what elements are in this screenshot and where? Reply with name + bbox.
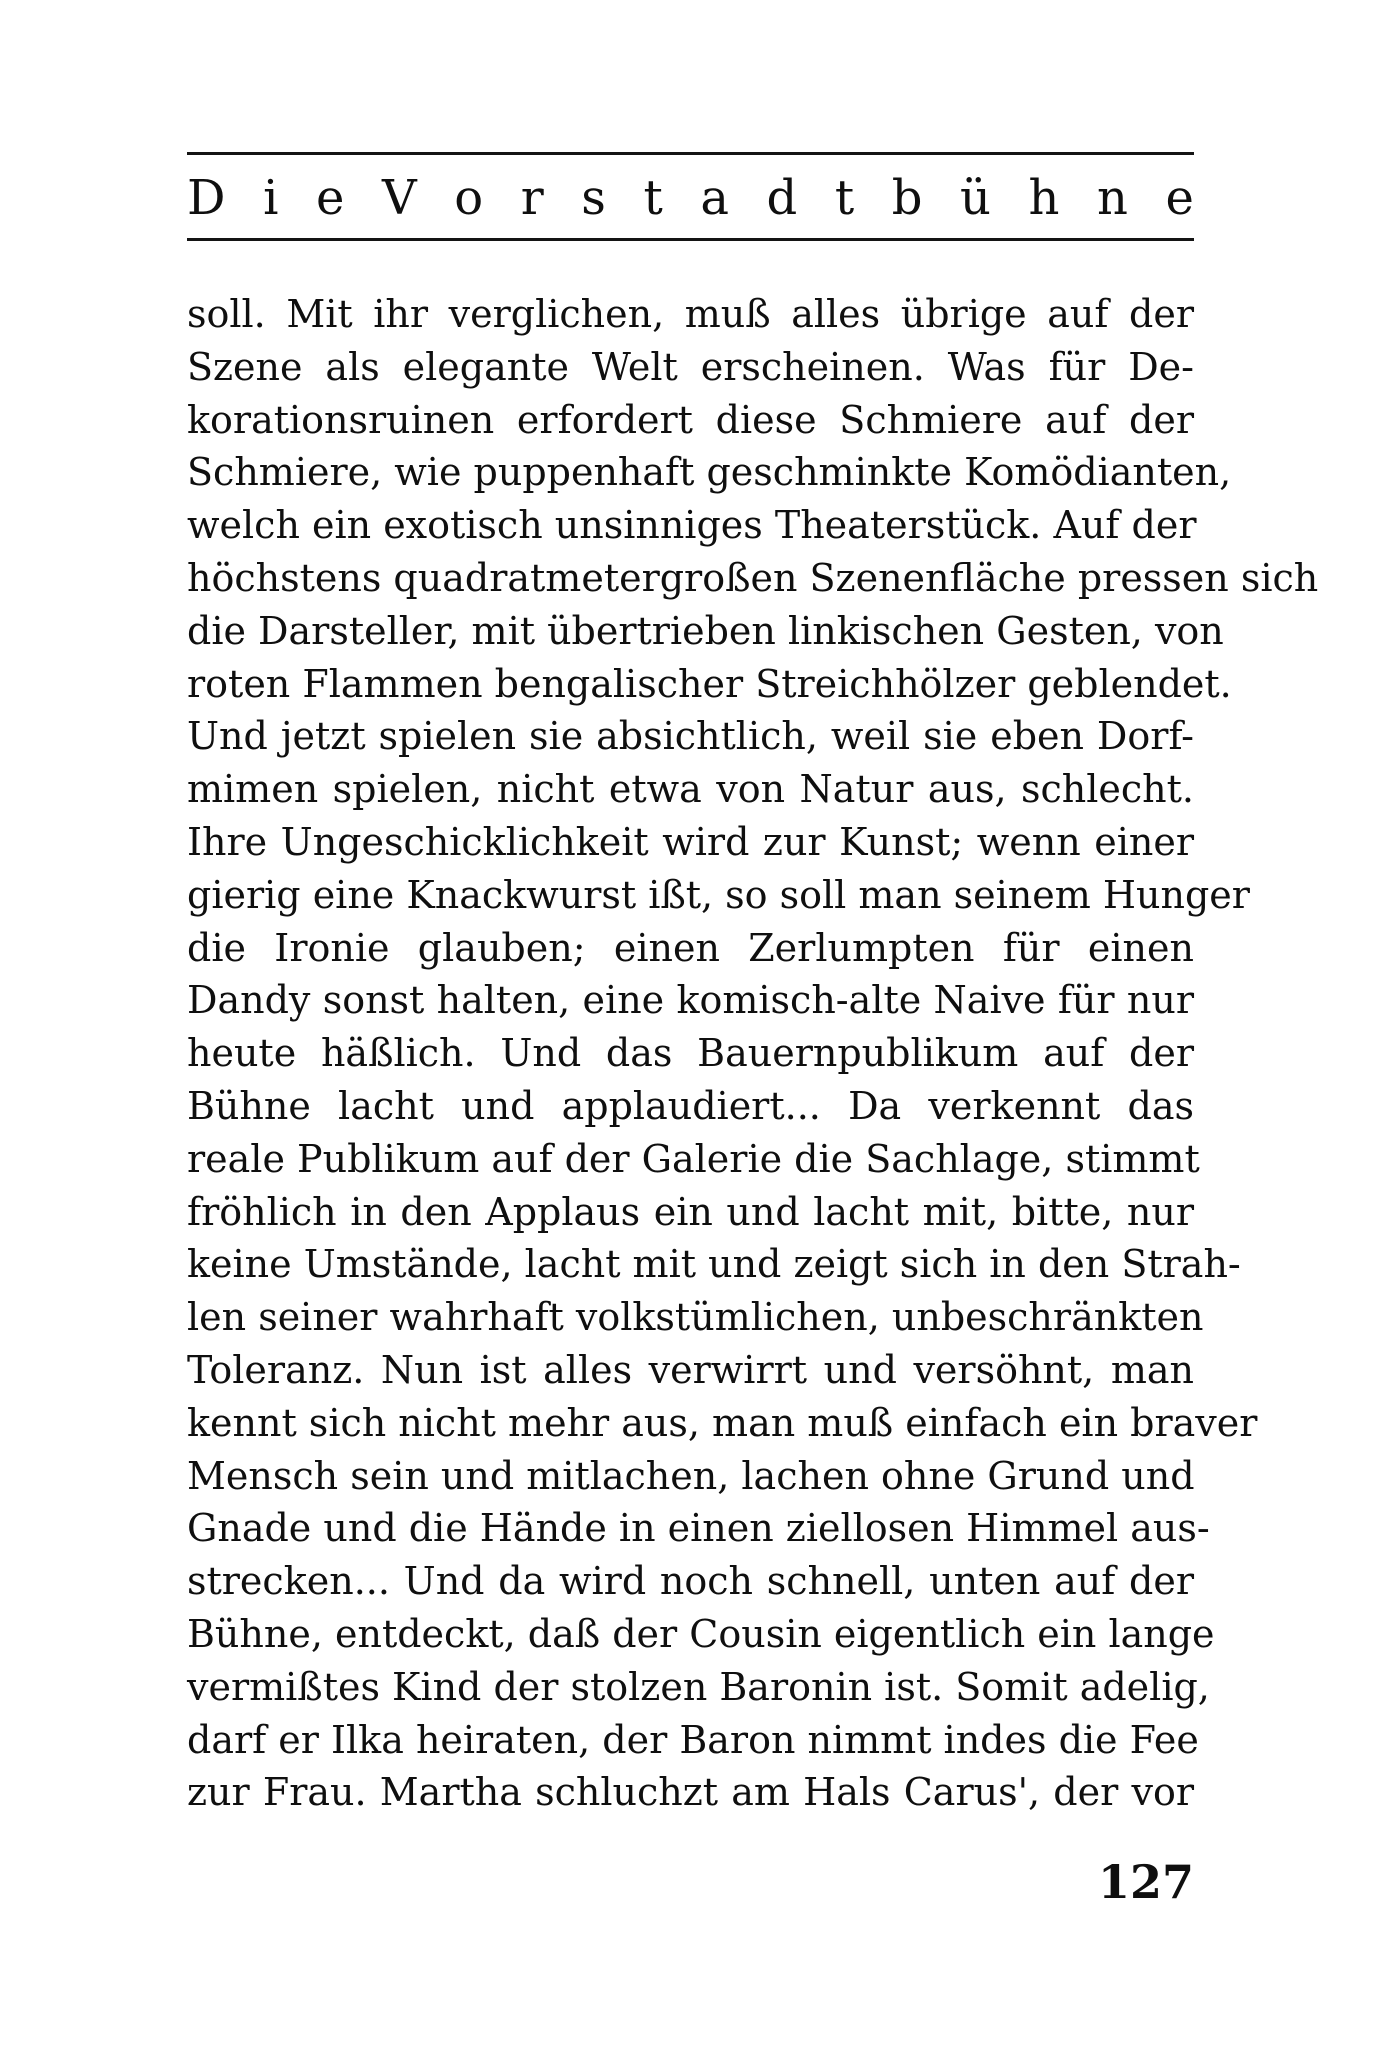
running-head-letter: t [834, 170, 855, 226]
running-head-letter: e [1165, 170, 1194, 226]
text-line: gierig eine Knackwurst ißt, so soll man seinem Hunger [187, 872, 1250, 917]
running-head-letter: o [454, 170, 484, 226]
text-line: Mensch sein und mitlachen, lachen ohne Grund und [187, 1453, 1195, 1498]
text-line: vermißtes Kind der stolzen Baronin ist. Somit adelig, [187, 1664, 1210, 1709]
running-head-letter: s [581, 170, 606, 226]
running-head [187, 168, 1194, 228]
text-line: heute häßlich. Und das Bauernpublikum auf der [187, 1031, 1194, 1076]
text-line: welch ein exotisch unsinniges Theaterstück. Auf der [187, 503, 1197, 548]
text-line: len seiner wahrhaft volkstümlichen, unbeschränkten [187, 1295, 1204, 1340]
running-head-letter: h [1028, 170, 1060, 226]
header-bottom-rule [187, 238, 1194, 241]
running-head-letter: d [766, 170, 798, 226]
text-line: korationsruinen erfordert diese Schmiere auf der [187, 397, 1194, 442]
running-head-letter: e [316, 170, 345, 226]
running-head-letter: ü [960, 170, 991, 226]
top-rule [187, 152, 1194, 155]
body-text [187, 288, 1319, 1819]
text-line: darf er Ilka heiraten, der Baron nimmt indes die Fee [187, 1717, 1199, 1762]
text-line: roten Flammen bengalischer Streichhölzer geblendet. [187, 661, 1232, 706]
text-line: reale Publikum auf der Galerie die Sachlage, stimmt [187, 1136, 1200, 1181]
text-line: die Ironie glauben; einen Zerlumpten für einen [187, 925, 1194, 970]
text-line: Toleranz. Nun ist alles verwirrt und versöhnt, man [187, 1347, 1194, 1392]
running-head-letter: D [187, 170, 226, 226]
text-line: fröhlich in den Applaus ein und lacht mit, bitte, nur [187, 1189, 1194, 1234]
text-line: Bühne lacht und applaudiert... Da verkennt das [187, 1083, 1194, 1128]
running-head-letter: V [381, 170, 417, 226]
text-line: Szene als elegante Welt erscheinen. Was für De- [187, 344, 1194, 389]
text-line: soll. Mit ihr verglichen, muß alles übrige auf der [187, 292, 1194, 336]
text-line: kennt sich nicht mehr aus, man muß einfach ein braver [187, 1400, 1258, 1445]
text-line: strecken... Und da wird noch schnell, unten auf der [187, 1559, 1194, 1604]
running-head-letter: n [1097, 170, 1128, 226]
running-head-letter: a [700, 170, 729, 226]
text-line: Dandy sonst halten, eine komisch-alte Naive für nur [187, 978, 1194, 1023]
text-line: zur Frau. Martha schluchzt am Hals Carus', der vor [187, 1770, 1194, 1815]
text-line: Ihre Ungeschicklichkeit wird zur Kunst; wenn einer [187, 819, 1194, 864]
text-line: Bühne, entdeckt, daß der Cousin eigentlich ein lange [187, 1611, 1215, 1656]
text-line: die Darsteller, mit übertrieben linkischen Gesten, von [187, 608, 1224, 653]
text-line: Schmiere, wie puppenhaft geschminkte Komödianten, [187, 450, 1232, 495]
text-line: Und jetzt spielen sie absichtlich, weil sie eben Dorf- [187, 714, 1194, 759]
text-line: höchstens quadratmetergroßen Szenenfläche pressen sich [187, 555, 1319, 600]
text-line: Gnade und die Hände in einen ziellosen Himmel aus- [187, 1506, 1210, 1551]
running-head-letter: i [263, 170, 279, 226]
text-line: mimen spielen, nicht etwa von Natur aus, schlecht. [187, 767, 1194, 812]
running-head-letter: t [643, 170, 663, 226]
text-line: keine Umstände, lacht mit und zeigt sich in den Strah- [187, 1242, 1241, 1287]
running-head-letter: r [520, 170, 544, 226]
page-number: 127 [1097, 1855, 1194, 1909]
running-head-letter: b [891, 170, 923, 226]
